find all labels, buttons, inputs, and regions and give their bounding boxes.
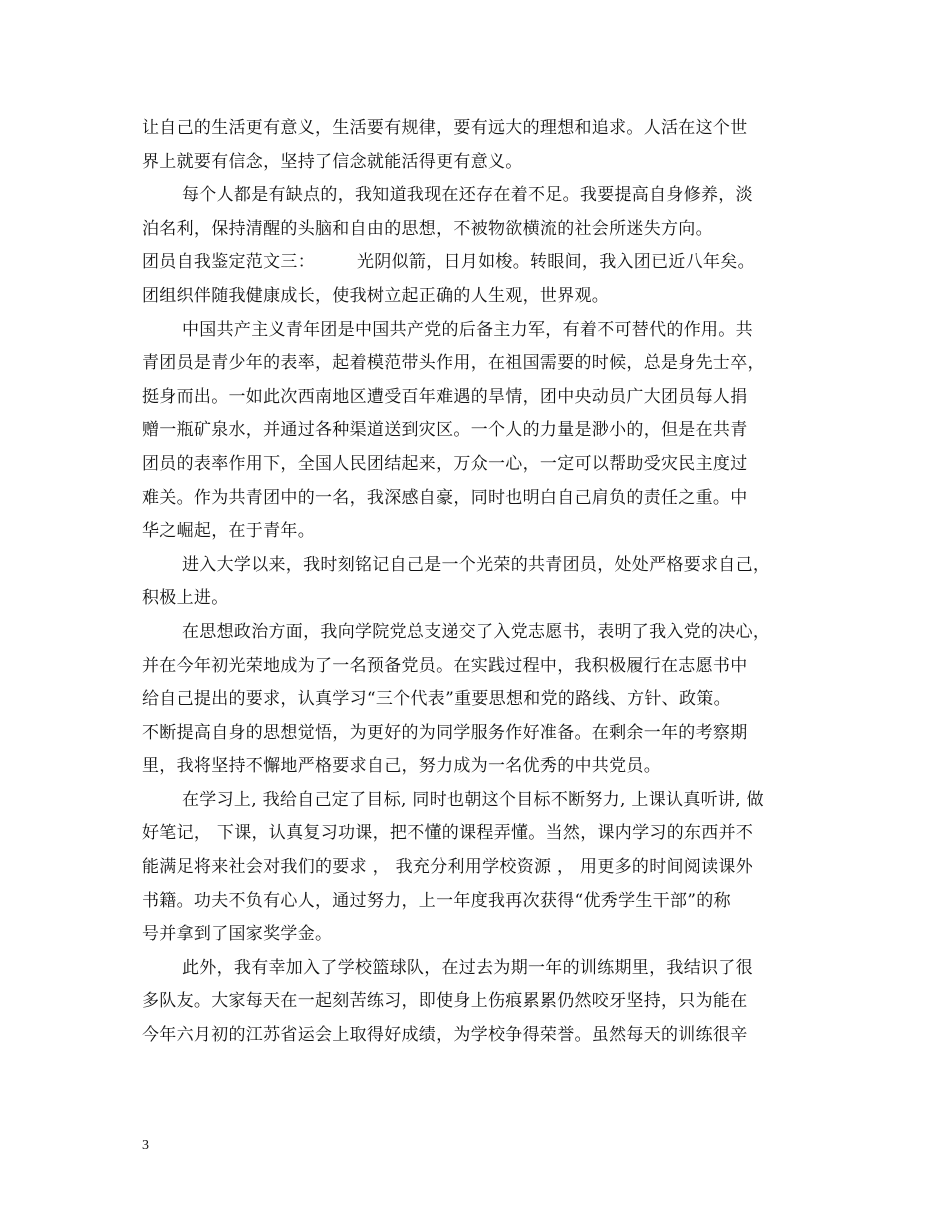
line-text: 挺身而出。一如此次西南地区遭受百年难遇的旱情，团中央动员广大团员每人捐: [142, 386, 748, 407]
text-line: [142, 582, 814, 616]
text-line: [142, 213, 814, 247]
text-line: [142, 683, 814, 717]
document-body: [142, 112, 814, 1053]
line-text: 给自己提出的要求，认真学习“三个代表”重要思想和党的路线、方针、政策。: [142, 689, 731, 710]
line-text: 团组织伴随我健康成长，使我树立起正确的人生观，世界观。: [142, 285, 610, 306]
text-line: [142, 347, 814, 381]
line-text: 号并拿到了国家奖学金。: [142, 924, 333, 945]
text-line: [142, 851, 814, 885]
text-line: [142, 549, 814, 583]
line-text: 好笔记， 下课，认真复习功课，把不懂的课程弄懂。当然，课内学习的东西并不: [142, 823, 754, 844]
line-text: 中国共产主义青年团是中国共产党的后备主力军，有着不可替代的作用。共: [182, 319, 753, 340]
text-line: [142, 515, 814, 549]
text-line: [142, 482, 814, 516]
line-text: 多队友。大家每天在一起刻苦练习，即使身上伤痕累累仍然咬牙坚持，只为能在: [142, 991, 748, 1012]
line-text: 泊名利，保持清醒的头脑和自由的思想，不被物欲横流的社会所迷失方向。: [142, 218, 713, 239]
line-text: 在思想政治方面，我向学院党总支递交了入党志愿书，表明了我入党的决心，: [182, 621, 771, 642]
text-line: [142, 246, 814, 280]
line-text: 能满足将来社会对我们的要求 ， 我充分利用学校资源 ， 用更多的时间阅读课外: [142, 857, 754, 878]
line-text: 光阴似箭，日月如梭。转眼间，我入团已近八年矣。: [357, 252, 755, 273]
line-text: 难关。作为共青团中的一名，我深感自豪，同时也明白自己肩负的责任之重。中: [142, 487, 748, 508]
line-text: 积极上进。: [142, 588, 229, 609]
text-line: [142, 146, 814, 180]
text-line: [142, 952, 814, 986]
line-text: 不断提高自身的思想觉悟，为更好的为同学服务作好准备。在剩余一年的考察期: [142, 722, 748, 743]
text-line: [142, 381, 814, 415]
line-text: 华之崛起，在于青年。: [142, 521, 315, 542]
line-text: 界上就要有信念，坚持了信念就能活得更有意义。: [142, 151, 523, 172]
text-line: [142, 717, 814, 751]
text-line: [142, 112, 814, 146]
text-line: [142, 314, 814, 348]
text-line: [142, 1019, 814, 1053]
text-line: [142, 817, 814, 851]
line-text: 青团员是青少年的表率，起着模范带头作用，在祖国需要的时候，总是身先士卒，: [142, 353, 765, 374]
text-line: [142, 885, 814, 919]
line-text: 赠一瓶矿泉水，并通过各种渠道送到灾区。一个人的力量是渺小的，但是在共青: [142, 420, 748, 441]
line-text: 团员的表率作用下，全国人民团结起来，万众一心，一定可以帮助受灾民主度过: [142, 453, 748, 474]
text-line: [142, 616, 814, 650]
line-text: 书籍。功夫不负有心人，通过努力，上一年度我再次获得“优秀学生干部”的称: [142, 890, 731, 911]
line-text: 今年六月初的江苏省运会上取得好成绩，为学校争得荣誉。虽然每天的训练很辛: [142, 1025, 748, 1046]
line-text: 每个人都是有缺点的，我知道我现在还存在着不足。我要提高自身修养，淡: [182, 185, 753, 206]
text-line: [142, 414, 814, 448]
line-text: 进入大学以来，我时刻铭记自己是一个光荣的共青团员，处处严格要求自己，: [182, 554, 771, 575]
line-text: 里，我将坚持不懈地严格要求自己，努力成为一名优秀的中共党员。: [142, 756, 661, 777]
text-line: [142, 179, 814, 213]
text-line: [142, 650, 814, 684]
line-text: 此外，我有幸加入了学校篮球队，在过去为期一年的训练期里，我结识了很: [182, 957, 753, 978]
page-number: 3: [142, 1138, 149, 1153]
text-line: [142, 448, 814, 482]
text-line: [142, 985, 814, 1019]
section-heading: 团员自我鉴定范文三：: [142, 252, 315, 273]
text-line: [142, 918, 814, 952]
line-text: 在学习上, 我给自己定了目标, 同时也朝这个目标不断努力, 上课认真听讲, 做: [182, 789, 764, 810]
text-line: [142, 784, 814, 818]
line-text: 并在今年初光荣地成为了一名预备党员。在实践过程中，我积极履行在志愿书中: [142, 655, 748, 676]
line-text: 让自己的生活更有意义，生活要有规律，要有远大的理想和追求。人活在这个世: [142, 118, 748, 138]
text-line: [142, 750, 814, 784]
text-line: [142, 280, 814, 314]
